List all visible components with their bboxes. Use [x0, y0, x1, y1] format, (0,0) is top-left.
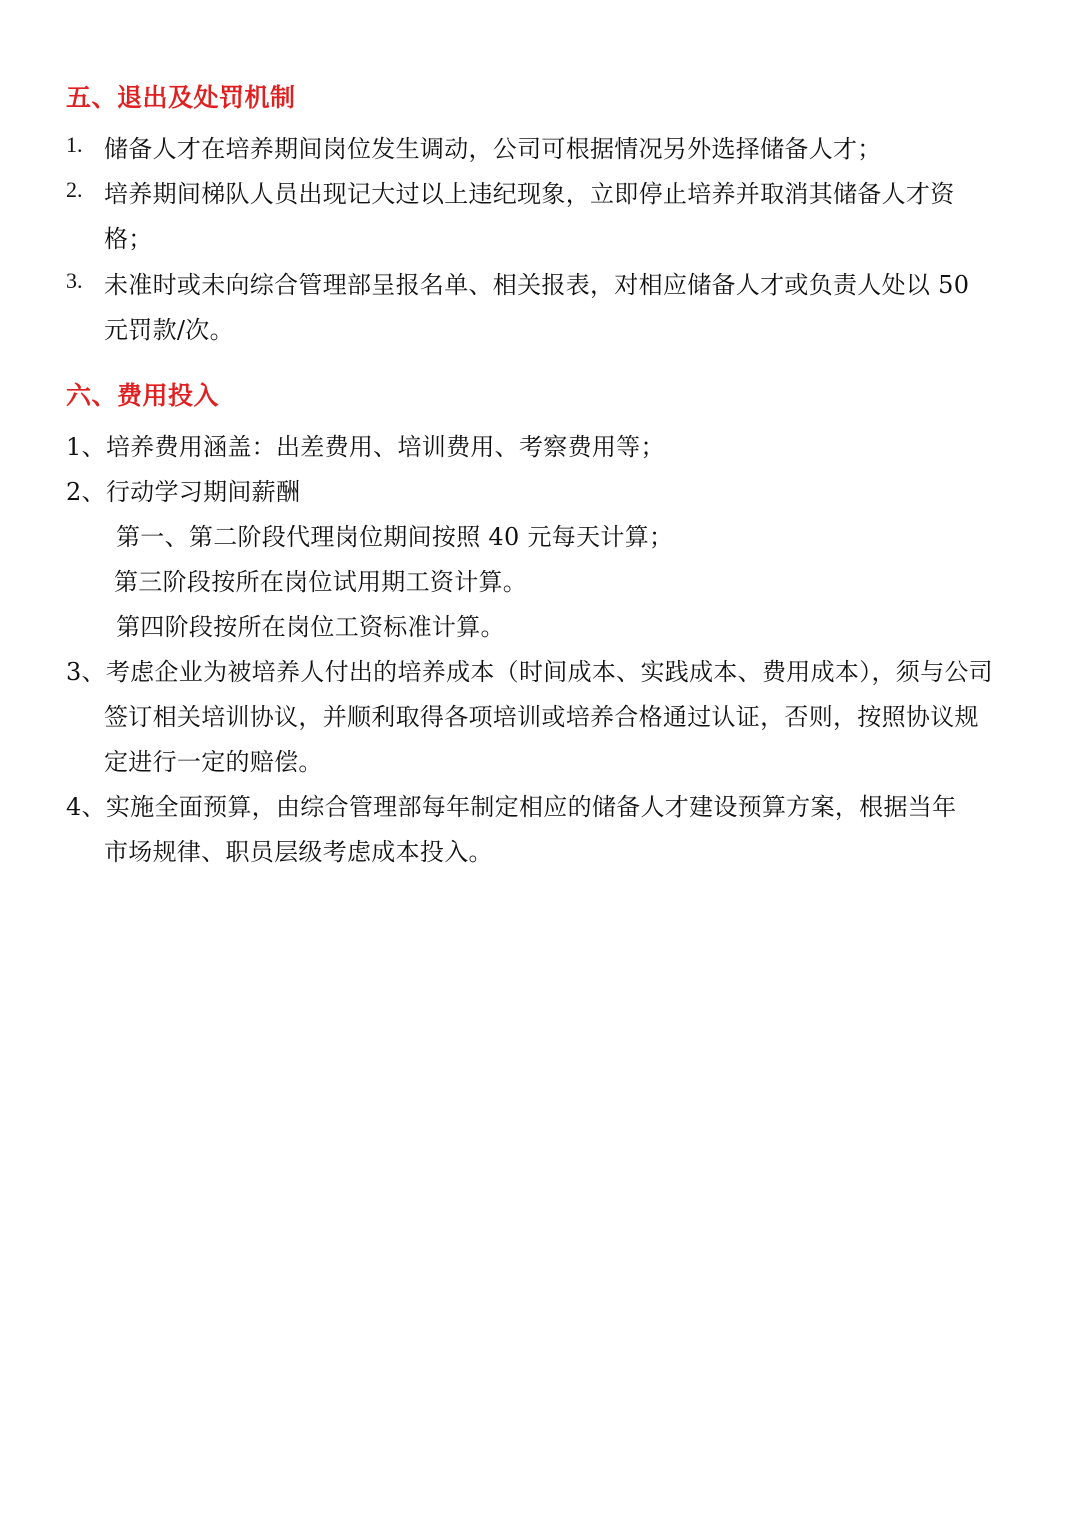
list-item-text: 未准时或未向综合管理部呈报名单、相关报表，对相应储备人才或负责人处以 50 [104, 271, 970, 299]
sub-item-text: 第一、第二阶段代理岗位期间按照 40 元每天计算； [116, 523, 674, 551]
list-number: 2. [66, 177, 83, 202]
list-number: 1. [66, 132, 83, 157]
list-item-text: 1、培养费用涵盖：出差费用、培训费用、考察费用等； [66, 433, 665, 461]
section-heading-cost-investment: 六、费用投入 [66, 381, 220, 410]
sub-item-text: 第四阶段按所在岗位工资标准计算。 [116, 613, 505, 641]
list-item-text-continued: 元罚款/次。 [104, 316, 234, 344]
list-number: 3. [66, 268, 83, 293]
list-item-text: 4、实施全面预算，由综合管理部每年制定相应的储备人才建设预算方案，根据当年 [66, 793, 957, 821]
list-item-text-continued: 定进行一定的赔偿。 [104, 748, 323, 776]
list-item-text-continued: 格； [104, 225, 153, 253]
list-item-text-continued: 市场规律、职员层级考虑成本投入。 [104, 838, 493, 866]
list-item-text-continued: 签订相关培训协议，并顺利取得各项培训或培养合格通过认证，否则，按照协议规 [104, 703, 979, 731]
list-item-text: 3、考虑企业为被培养人付出的培养成本（时间成本、实践成本、费用成本），须与公司 [66, 658, 993, 686]
list-item-text: 2、行动学习期间薪酬 [66, 478, 301, 506]
list-item-text: 培养期间梯队人员出现记大过以上违纪现象，立即停止培养并取消其储备人才资 [104, 180, 955, 208]
section-heading-exit-penalty: 五、退出及处罚机制 [66, 83, 296, 112]
list-item-text: 储备人才在培养期间岗位发生调动，公司可根据情况另外选择储备人才； [104, 135, 882, 163]
sub-item-text: 第三阶段按所在岗位试用期工资计算。 [114, 568, 528, 596]
